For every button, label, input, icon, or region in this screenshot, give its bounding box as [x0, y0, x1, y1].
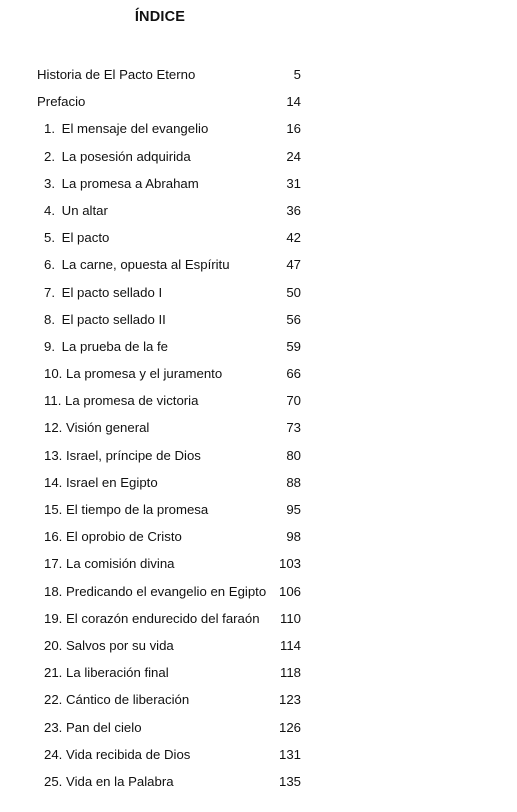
chapter-number: 18. [44, 583, 63, 599]
page-number: 73 [286, 420, 301, 436]
chapter-title: Vida recibida de Dios [66, 746, 191, 762]
page-number: 14 [286, 94, 301, 110]
toc-entry[interactable] [0, 143, 517, 170]
page-number: 31 [286, 175, 301, 191]
toc-entry[interactable] [0, 442, 517, 469]
chapter-title: Israel en Egipto [66, 474, 158, 490]
toc-entry[interactable] [0, 306, 517, 333]
page-number: 36 [286, 202, 301, 218]
page-title: ÍNDICE [134, 9, 186, 25]
chapter-number: 16. [44, 529, 63, 545]
chapter-title: La promesa y el juramento [66, 366, 223, 382]
chapter-number: 2. [44, 148, 55, 164]
toc-entry-label [44, 251, 230, 278]
page-number: 123 [278, 692, 301, 708]
chapter-number: 15. [44, 502, 63, 517]
chapter-number: 12. [44, 420, 63, 436]
toc-entry-label [44, 306, 166, 333]
chapter-number: 8. [44, 311, 55, 327]
toc-entry-label [44, 279, 162, 306]
toc-entry-label [44, 115, 208, 142]
chapter-number: 6. [44, 257, 55, 273]
chapter-number: 14. [44, 474, 63, 490]
chapter-title: La liberación final [66, 665, 169, 681]
page-number: 16 [286, 121, 301, 137]
chapter-title: Historia de El Pacto Eterno [37, 67, 196, 82]
chapter-number: 7. [44, 284, 55, 300]
toc-entry-label [44, 333, 168, 360]
toc-entry[interactable] [0, 659, 517, 686]
toc-entry[interactable] [0, 686, 517, 713]
toc-entry-label [37, 88, 85, 115]
toc-entry[interactable] [0, 170, 517, 197]
chapter-title: El corazón endurecido del faraón [66, 610, 260, 626]
toc-entry[interactable] [0, 469, 517, 496]
toc-entry[interactable] [0, 251, 517, 278]
toc-entry-label [44, 578, 266, 605]
toc-entry-label [37, 61, 195, 88]
chapter-number: 10. [44, 366, 63, 382]
chapter-title: Visión general [66, 420, 150, 436]
page-number: 131 [278, 746, 301, 762]
chapter-title: Prefacio [37, 94, 86, 110]
toc-entry-label [44, 442, 201, 469]
toc-entry-label [44, 360, 222, 387]
page-number: 56 [286, 311, 301, 327]
chapter-number: 21. [44, 665, 63, 681]
chapter-title: El tiempo de la promesa [66, 502, 209, 517]
toc-entry-label [44, 523, 182, 550]
toc-entry[interactable] [0, 523, 517, 550]
toc-entry-label [44, 224, 109, 251]
chapter-number: 24. [44, 746, 63, 762]
chapter-title: La prueba de la fe [61, 338, 168, 354]
toc-entry[interactable] [0, 605, 517, 632]
toc-entry[interactable] [0, 578, 517, 605]
chapter-title: Vida en la Palabra [66, 773, 174, 789]
toc-entry-label [44, 387, 198, 414]
toc-entry-label [44, 686, 189, 713]
toc-entry-label [44, 197, 108, 224]
chapter-number: 17. [44, 556, 63, 572]
chapter-number: 9. [44, 338, 55, 354]
chapter-number: 5. [44, 230, 55, 246]
toc-entry-label [44, 414, 149, 441]
toc-entry-label [44, 550, 175, 577]
table-of-contents [0, 61, 517, 795]
chapter-title: Cántico de liberación [66, 692, 190, 708]
chapter-number: 19. [44, 610, 63, 626]
chapter-title: La posesión adquirida [61, 148, 191, 164]
toc-entry[interactable] [0, 387, 517, 414]
chapter-number: 4. [44, 202, 55, 218]
chapter-title: La comisión divina [66, 556, 175, 572]
page-number: 59 [286, 338, 301, 354]
toc-entry-label [44, 143, 191, 170]
chapter-number: 3. [44, 175, 55, 191]
chapter-title: Predicando el evangelio en Egipto [66, 583, 267, 599]
chapter-title: Israel, príncipe de Dios [66, 447, 201, 463]
chapter-number: 1. [44, 121, 55, 137]
page-number: 95 [286, 502, 301, 517]
chapter-number: 22. [44, 692, 63, 708]
toc-entry-label [44, 170, 199, 197]
page-number: 106 [278, 583, 301, 599]
toc-entry[interactable] [0, 224, 517, 251]
toc-entry[interactable] [0, 414, 517, 441]
toc-entry[interactable] [0, 632, 517, 659]
chapter-title: Un altar [61, 202, 108, 218]
toc-entry[interactable] [0, 88, 517, 115]
page-number: 88 [286, 474, 301, 490]
toc-entry[interactable] [0, 115, 517, 142]
page-number: 103 [278, 556, 301, 572]
toc-entry[interactable] [0, 768, 517, 795]
chapter-number: 20. [44, 637, 63, 653]
chapter-number: 23. [44, 719, 63, 735]
toc-entry[interactable] [0, 714, 517, 741]
toc-entry[interactable] [0, 279, 517, 306]
chapter-title: Salvos por su vida [66, 637, 174, 653]
chapter-title: El mensaje del evangelio [61, 121, 209, 137]
chapter-number: 11. [44, 393, 62, 409]
page-number: 114 [279, 637, 301, 653]
page-number: 47 [286, 257, 301, 273]
page-number: 118 [279, 665, 301, 681]
page-number: 5 [293, 67, 301, 82]
chapter-number: 25. [44, 773, 63, 789]
page-number: 126 [278, 719, 301, 735]
page-number: 98 [286, 529, 301, 545]
chapter-title: La carne, opuesta al Espíritu [61, 257, 230, 273]
toc-entry[interactable] [0, 360, 517, 387]
chapter-title: La promesa de victoria [65, 393, 199, 409]
page-number: 42 [286, 230, 301, 246]
page-number: 70 [286, 393, 301, 409]
chapter-number: 13. [44, 447, 63, 463]
toc-entry-label [44, 632, 174, 659]
toc-entry-label [44, 496, 208, 523]
toc-entry[interactable] [0, 61, 517, 88]
toc-entry-label [44, 714, 142, 741]
toc-entry[interactable] [0, 550, 517, 577]
toc-entry[interactable] [0, 197, 517, 224]
page-number: 66 [286, 366, 301, 382]
toc-entry[interactable] [0, 333, 517, 360]
page-number: 50 [286, 284, 301, 300]
chapter-title: El oprobio de Cristo [66, 529, 182, 545]
toc-entry-label [44, 605, 260, 632]
toc-entry-label [44, 741, 190, 768]
toc-entry-label [44, 768, 174, 795]
toc-entry-label [44, 469, 158, 496]
toc-entry[interactable] [0, 741, 517, 768]
page-number: 110 [279, 610, 301, 626]
chapter-title: El pacto sellado I [61, 284, 163, 300]
page-number: 80 [286, 447, 301, 463]
chapter-title: La promesa a Abraham [61, 175, 199, 191]
toc-entry[interactable] [0, 496, 517, 523]
page-number: 135 [278, 773, 301, 789]
chapter-title: El pacto sellado II [61, 311, 166, 327]
chapter-title: Pan del cielo [66, 719, 142, 735]
page-number: 24 [286, 148, 301, 164]
toc-entry-label [44, 659, 169, 686]
chapter-title: El pacto [61, 230, 110, 246]
